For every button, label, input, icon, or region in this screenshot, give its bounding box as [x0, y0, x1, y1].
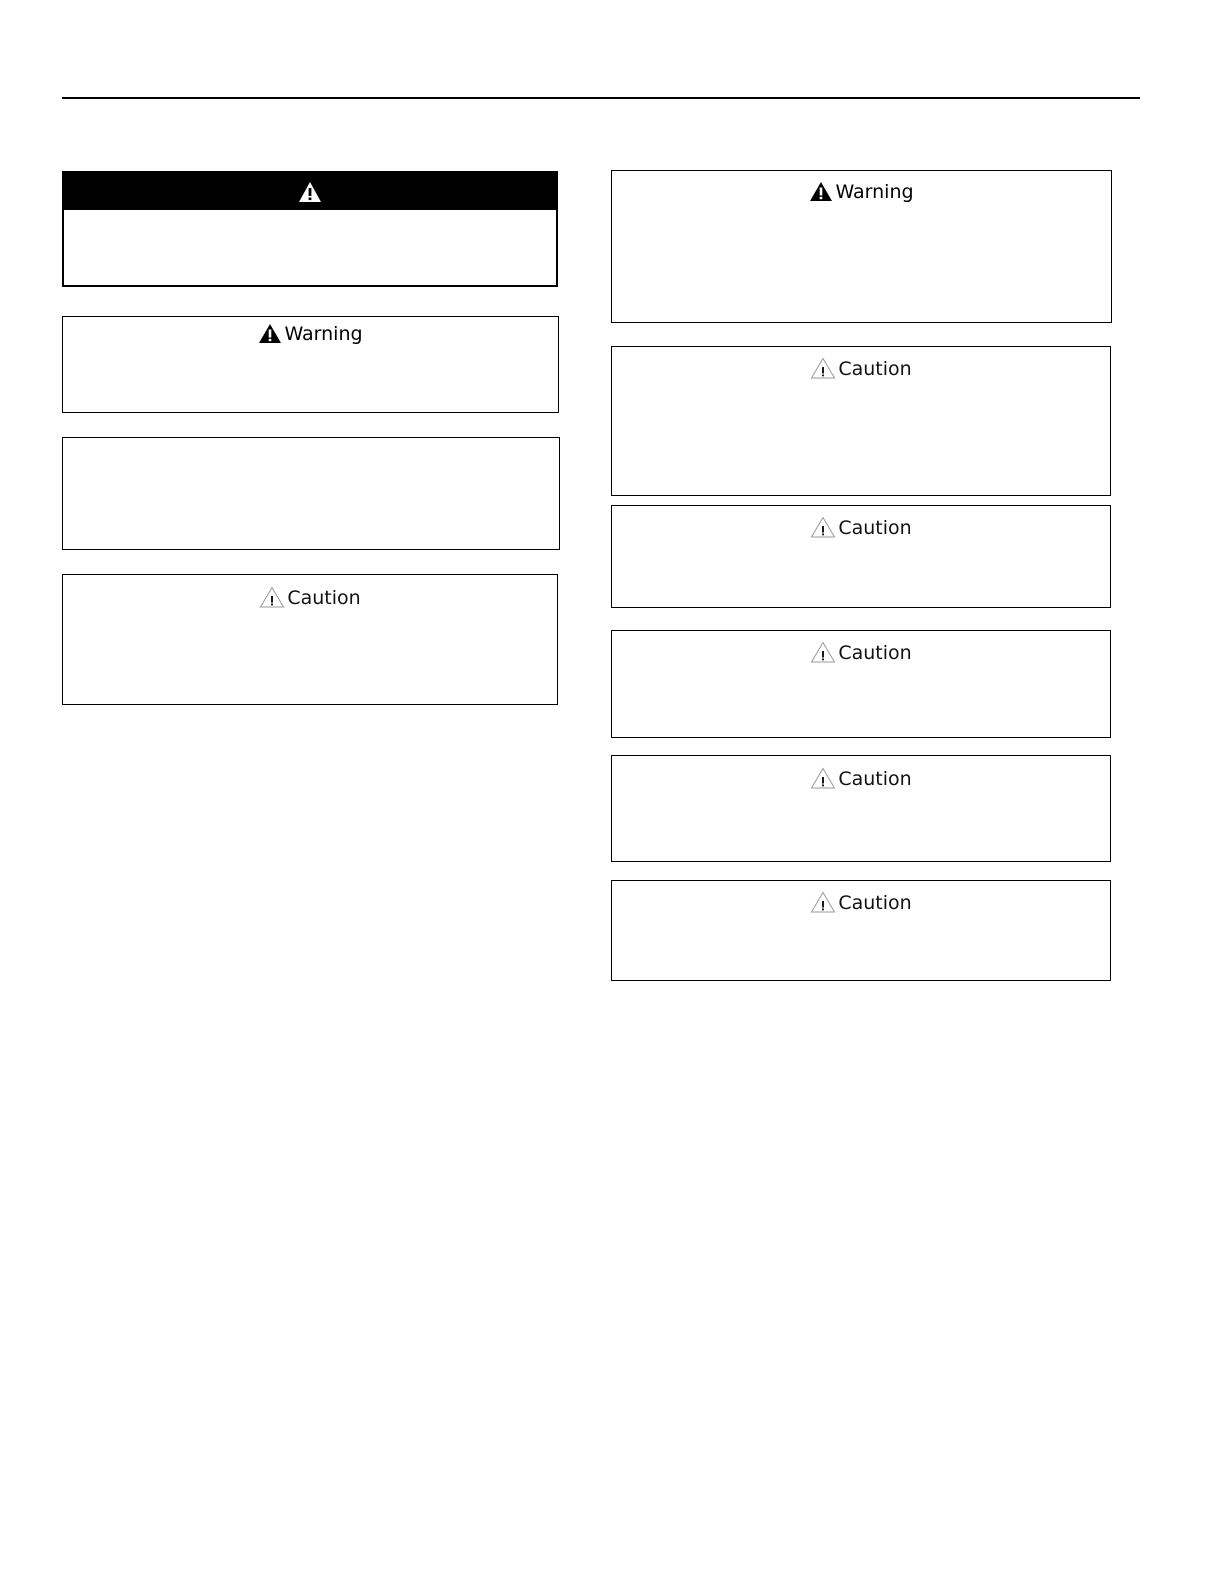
- blank-notice-box: [62, 437, 560, 550]
- caution-label: Caution: [838, 891, 912, 914]
- warning-triangle-icon: [809, 181, 833, 202]
- caution-label: Caution: [838, 767, 912, 790]
- caution-notice-box: [611, 630, 1111, 738]
- warning-label: Warning: [284, 323, 363, 345]
- danger-notice-box: [62, 171, 558, 287]
- caution-triangle-icon: [810, 516, 836, 538]
- caution-notice-box: [611, 346, 1111, 496]
- caution-label: Caution: [838, 641, 912, 664]
- caution-triangle-icon: [259, 586, 285, 608]
- caution-triangle-icon: [810, 767, 836, 789]
- caution-label: Caution: [287, 586, 361, 609]
- warning-triangle-icon: [298, 181, 322, 203]
- caution-heading: [612, 641, 1110, 663]
- caution-label: Caution: [838, 357, 912, 380]
- warning-heading: [63, 323, 558, 344]
- caution-heading: [612, 891, 1110, 913]
- caution-triangle-icon: [810, 357, 836, 379]
- caution-notice-box: [611, 755, 1111, 862]
- caution-label: Caution: [838, 516, 912, 539]
- caution-notice-box: [62, 574, 558, 705]
- warning-triangle-icon: [258, 323, 282, 344]
- warning-notice-box: [62, 316, 559, 413]
- danger-notice-header: [64, 173, 556, 210]
- caution-notice-box: [611, 880, 1111, 981]
- caution-notice-box: [611, 505, 1111, 608]
- caution-heading: [63, 586, 557, 608]
- warning-heading: [612, 181, 1111, 202]
- caution-triangle-icon: [810, 641, 836, 663]
- caution-heading: [612, 516, 1110, 538]
- caution-triangle-icon: [810, 891, 836, 913]
- warning-notice-box: [611, 170, 1112, 323]
- caution-heading: [612, 767, 1110, 789]
- warning-label: Warning: [835, 181, 914, 203]
- header-rule: [62, 97, 1140, 99]
- caution-heading: [612, 357, 1110, 379]
